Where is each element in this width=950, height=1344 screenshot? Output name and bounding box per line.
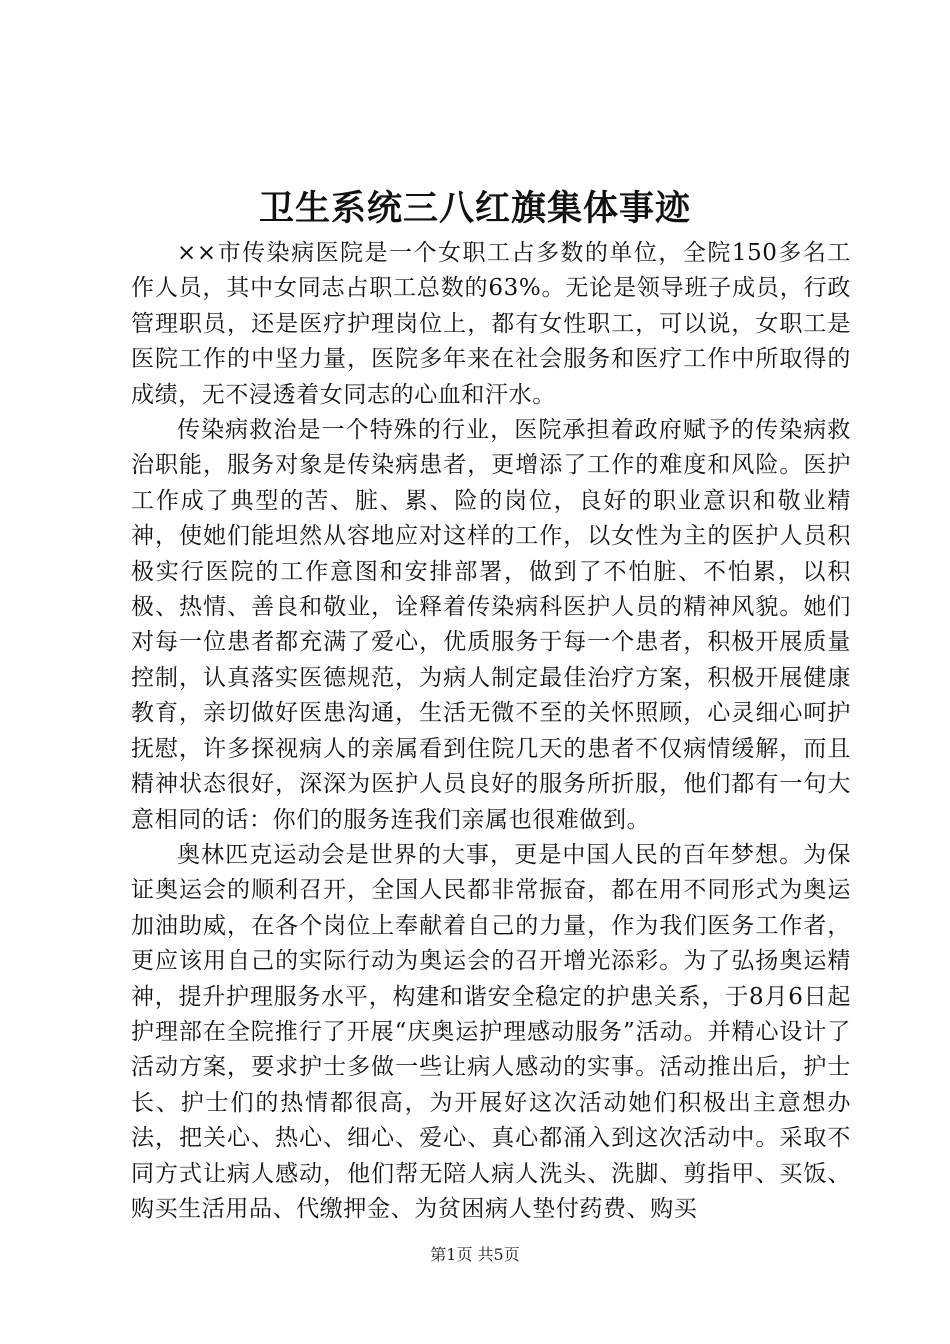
paragraph-2: 传染病救治是一个特殊的行业，医院承担着政府赋予的传染病救治职能，服务对象是传染病患者，更增添了工作的难度和风险。医护工作成了典型的苦、脏、累、险的岗位，良好的职业意识和敬业精神，使她们能坦然从容地应对这样的工作，以女性为主的医护人员积极实行医院的工作意图和安排部署，做到了不怕脏、不怕累，以积极、热情、善良和敬业，诠释着传染病科医护人员的精神风貌。她们对每一位患者都充满了爱心，优质服务于每一个患者，积极开展质量控制，认真落实医德规范，为病人制定最佳治疗方案，积极开展健康教育，亲切做好医患沟通，生活无微不至的关怀照顾，心灵细心呵护抚慰，许多探视病人的亲属看到住院几天的患者不仅病情缓解，而且精神状态很好，深深为医护人员良好的服务所折服，他们都有一句大意相同的话：你们的服务连我们亲属也很难做到。 [131, 417, 851, 833]
document-title: 卫生系统三八红旗集体事迹 [258, 188, 691, 229]
paragraph-1: ××市传染病医院是一个女职工占多数的单位，全院150多名工作人员，其中女同志占职工总数的63%。无论是领导班子成员，行政管理职员，还是医疗护理岗位上，都有女性职工，可以说，女职工是医院工作的中坚力量，医院多年来在社会服务和医疗工作中所取得的成绩，无不浸透着女同志的心血和汗水。 [131, 240, 851, 408]
page-number-footer: 第1页 共5页 [430, 1245, 520, 1264]
document-body [131, 236, 851, 1227]
paragraph-3: 奥林匹克运动会是世界的大事，更是中国人民的百年梦想。为保证奥运会的顺利召开，全国人民都非常振奋，都在用不同形式为奥运加油助威，在各个岗位上奉献着自己的力量，作为我们医务工作者，更应该用自己的实际行动为奥运会的召开增光添彩。为了弘扬奥运精神，提升护理服务水平，构建和谐安全稳定的护患关系，于8月6日起护理部在全院推行了开展“庆奥运护理感动服务”活动。并精心设计了活动方案，要求护士多做一些让病人感动的实事。活动推出后，护士长、护士们的热情都很高，为开展好这次活动她们积极出主意想办法，把关心、热心、细心、爱心、真心都涌入到这次活动中。采取不同方式让病人感动，他们帮无陪人病人洗头、洗脚、剪指甲、买饭、购买生活用品、代缴押金、为贫困病人垫付药费、购买 [131, 841, 851, 1222]
